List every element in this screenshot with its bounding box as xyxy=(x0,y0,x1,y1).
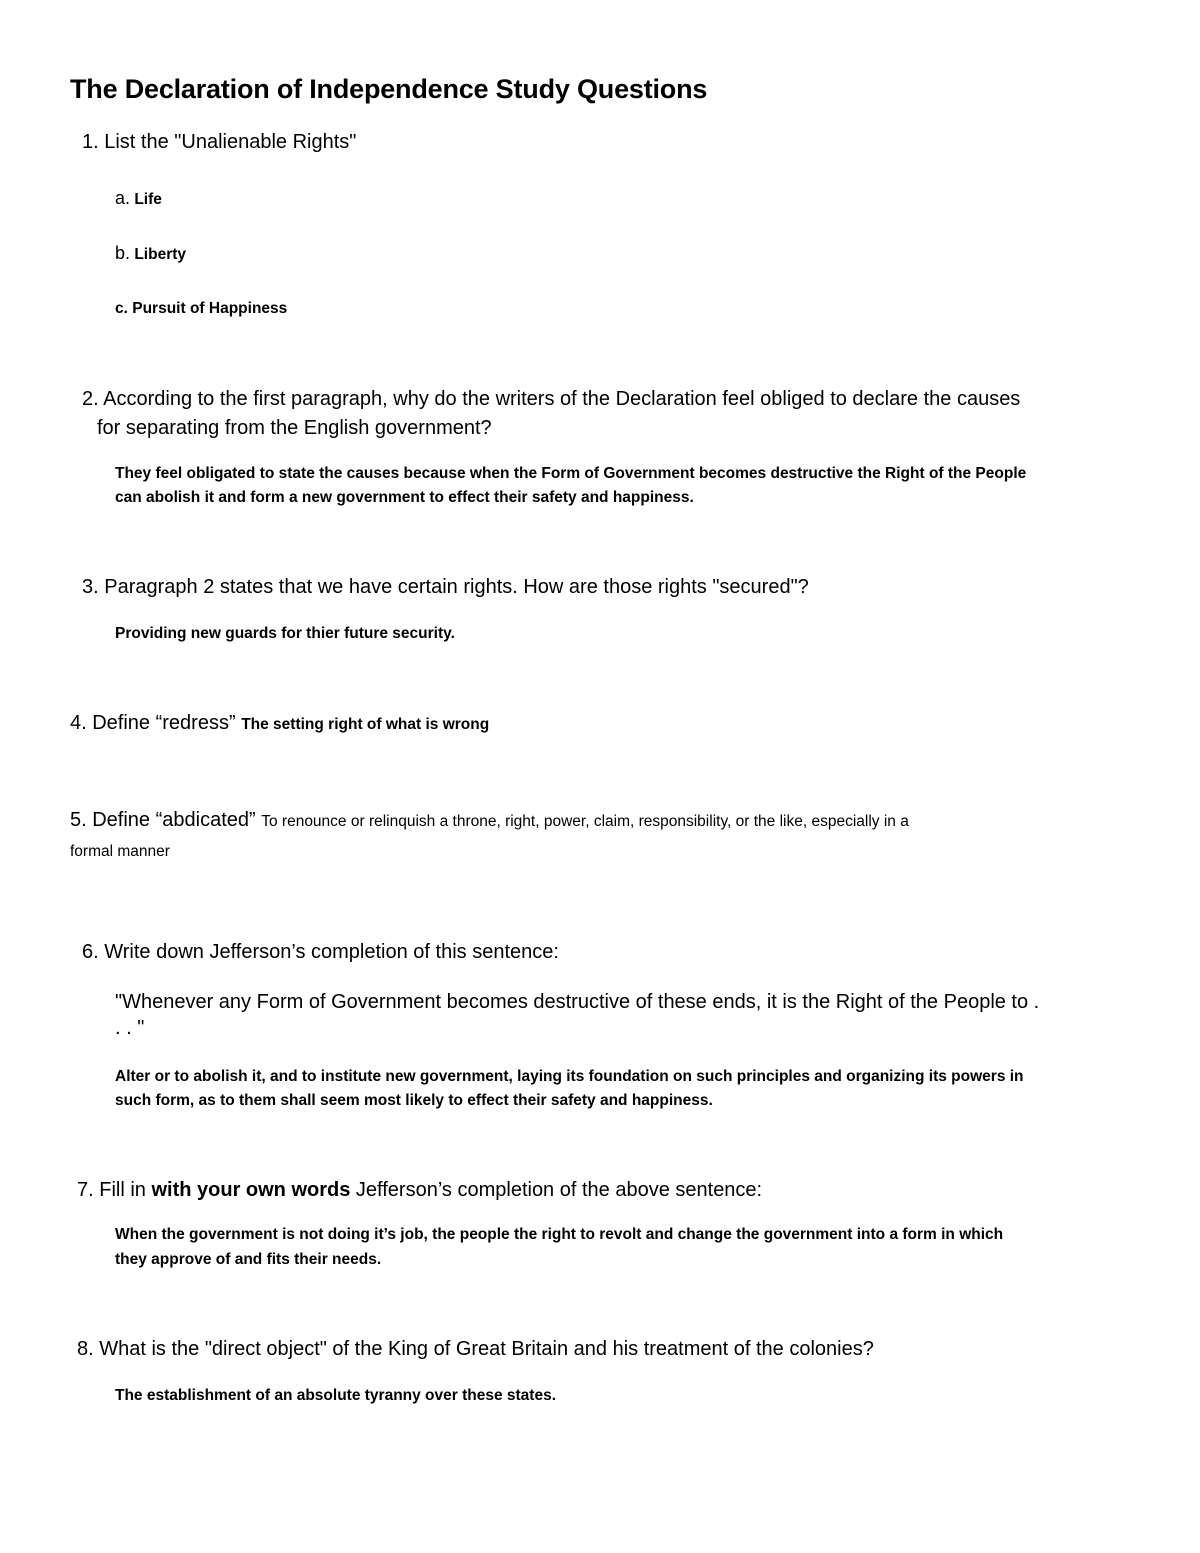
list-item-letter: a. xyxy=(115,188,131,208)
page-title: The Declaration of Independence Study Questions xyxy=(70,74,708,104)
quote-line-1: "Whenever any Form of Government becomes destructive of these ends, it is the Right of the People to . xyxy=(115,991,1040,1013)
list-item xyxy=(115,243,186,264)
question-2-line-2: for separating from the English government? xyxy=(97,417,492,439)
question-1: 1. List the "Unalienable Rights" xyxy=(82,131,357,153)
list-item-text: Life xyxy=(134,191,162,208)
answer-8: The establishment of an absolute tyranny over these states. xyxy=(115,1387,557,1404)
question-4 xyxy=(70,712,489,735)
question-7-emphasis: with your own words xyxy=(151,1179,351,1201)
list-item-text: Pursuit of Happiness xyxy=(132,300,288,317)
list-item-letter: c. xyxy=(115,300,128,317)
answer-7-line-2: they approve of and fits their needs. xyxy=(115,1251,382,1268)
answer-3: Providing new guards for thier future security. xyxy=(115,625,455,642)
answer-5-line-2: formal manner xyxy=(70,843,170,860)
question-5-label: 5. Define “abdicated” xyxy=(70,809,256,831)
question-4-label: 4. Define “redress” xyxy=(70,712,236,734)
question-5 xyxy=(70,809,909,832)
question-6: 6. Write down Jefferson’s completion of this sentence: xyxy=(82,941,559,963)
answer-7-line-1: When the government is not doing it’s job, the people the right to revolt and change the government into a form in which xyxy=(115,1226,1004,1243)
question-7 xyxy=(77,1179,762,1202)
answer-2-line-2: can abolish it and form a new government to effect their safety and happiness. xyxy=(115,489,694,506)
question-8: 8. What is the "direct object" of the King of Great Britain and his treatment of the colonies? xyxy=(77,1338,874,1360)
question-2-line-1: 2. According to the first paragraph, why do the writers of the Declaration feel obliged to declare the causes xyxy=(82,388,1021,410)
list-item xyxy=(115,300,287,318)
answer-4: The setting right of what is wrong xyxy=(241,716,490,733)
answer-2-line-1: They feel obligated to state the causes because when the Form of Government becomes destructive the Right of the People xyxy=(115,465,1027,482)
answer-6-line-2: such form, as to them shall seem most likely to effect their safety and happiness. xyxy=(115,1092,713,1109)
question-7-prefix: 7. Fill in xyxy=(77,1179,146,1201)
list-item-text: Liberty xyxy=(134,246,187,263)
question-3: 3. Paragraph 2 states that we have certain rights. How are those rights "secured"? xyxy=(82,576,809,598)
quote-line-2: . . " xyxy=(115,1017,145,1039)
list-item xyxy=(115,188,162,209)
answer-5-line-1: To renounce or relinquish a throne, right, power, claim, responsibility, or the like, especially in a xyxy=(261,813,909,830)
list-item-letter: b. xyxy=(115,243,131,263)
answer-6-line-1: Alter or to abolish it, and to institute new government, laying its foundation on such principles and organizing its powers in xyxy=(115,1068,1024,1085)
question-7-suffix: Jefferson’s completion of the above sentence: xyxy=(355,1179,763,1201)
